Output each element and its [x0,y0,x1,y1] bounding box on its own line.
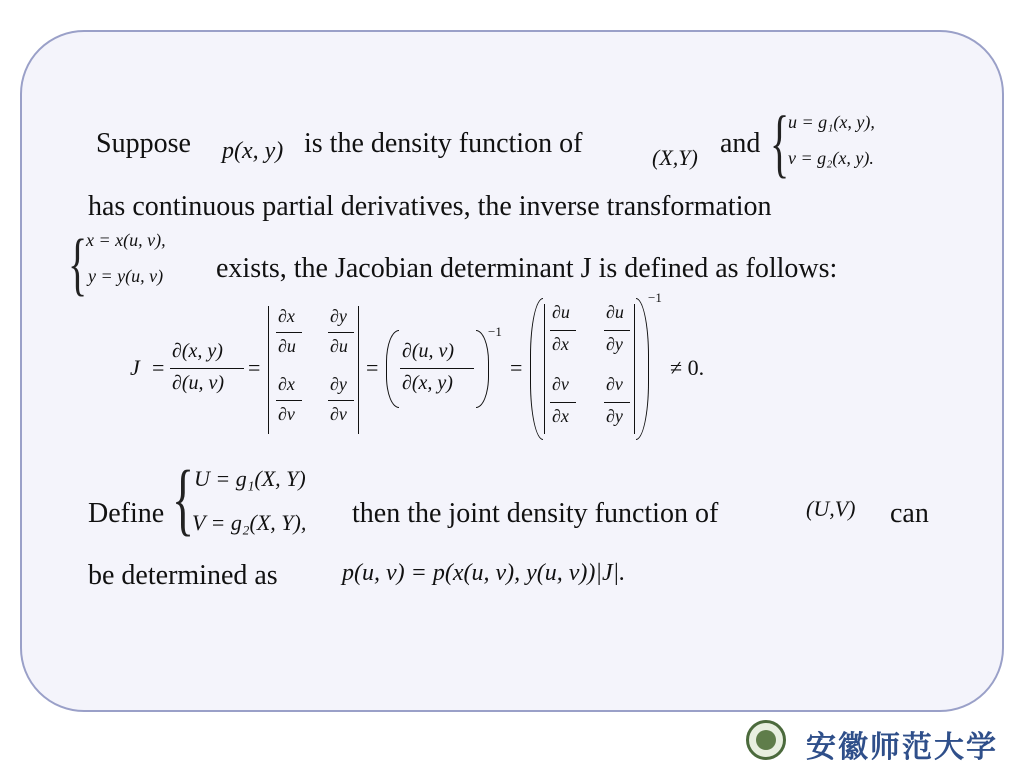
det1-line-a [276,332,302,333]
det1-du-den: ∂u [278,336,296,356]
brace-system2: { [68,223,88,303]
det2-line-b [604,330,630,331]
frac-line-2 [400,368,474,369]
det2-bar-right [634,304,635,434]
brace-system1: { [770,99,790,186]
det1-line-c [276,400,302,401]
frac-num-uv: ∂(u, v) [402,340,455,362]
math-J: J [130,355,140,380]
eq-y-yuv: y = y(u, v) [88,266,164,286]
eq-x-xuv: x = x(u, v), [86,230,166,250]
text-can: can [890,498,929,529]
det2-line-c [550,402,576,403]
frac-den-uv: ∂(u, v) [172,372,225,394]
det1-line-b [328,332,354,333]
det1-line-d [328,400,354,401]
text-jacobian-defined: exists, the Jacobian determinant J is defined as follows: [216,253,838,284]
det2-bar-left [544,304,545,434]
det1-dv-den: ∂v [278,404,295,424]
eq-sign-3: = [366,355,379,380]
math-joint-density-formula: p(u, v) = p(x(u, v), y(u, v))|J|. [342,560,626,586]
university-seal-icon [746,720,786,760]
text-is-density: is the density function of [304,128,583,159]
paren-left-2 [530,298,543,440]
text-define: Define [88,498,165,529]
math-UV: (U,V) [806,496,856,521]
eq-u-g1: u = g₁(x, y), [788,112,875,132]
university-name: 安徽师范大学 [806,730,998,765]
eq-sign-4: = [510,355,523,380]
text-and: and [720,128,761,159]
eq-sign-2: = [248,355,261,380]
paren-left-1 [386,330,399,408]
det2-line-d [604,402,630,403]
det1-du-den2: ∂u [330,336,348,356]
eq-U-g1: U = g₁(X, Y) [194,466,306,491]
det2-dv-num: ∂v [552,374,569,394]
det2-du-num: ∂u [552,302,570,322]
det2-line-a [550,330,576,331]
det2-du-num2: ∂u [606,302,624,322]
exp-minus-one-2: −1 [648,290,662,305]
text-be-determined: be determined as [88,560,278,591]
det1-dy-num2: ∂y [330,374,347,394]
text-suppose: Suppose [96,128,191,159]
exp-minus-one-1: −1 [488,324,502,339]
det2-dy-den: ∂y [606,334,623,354]
neq-zero: ≠ 0. [670,355,705,380]
eq-V-g2: V = g₂(X, Y), [192,510,307,535]
det2-dy-den2: ∂y [606,406,623,426]
det1-dv-den2: ∂v [330,404,347,424]
math-XY: (X,Y) [652,145,698,170]
math-p-xy: p(x, y) [222,138,284,164]
det1-dx-num: ∂x [278,306,295,326]
eq-sign-1: = [152,355,165,380]
text-then-joint-density: then the joint density function of [352,498,719,529]
eq-v-g2: v = g₂(x, y). [788,148,874,168]
frac-den-xy: ∂(x, y) [402,372,453,394]
frac-line-1 [170,368,244,369]
det2-dv-num2: ∂v [606,374,623,394]
text-continuous-derivatives: has continuous partial derivatives, the inverse transformation [88,191,772,222]
det2-dx-den2: ∂x [552,406,569,426]
brace-system3: { [172,453,195,543]
det2-dx-den: ∂x [552,334,569,354]
det-bar-left [268,306,269,434]
det-bar-right [358,306,359,434]
det1-dx-num2: ∂x [278,374,295,394]
det1-dy-num: ∂y [330,306,347,326]
frac-num-xy: ∂(x, y) [172,340,223,362]
